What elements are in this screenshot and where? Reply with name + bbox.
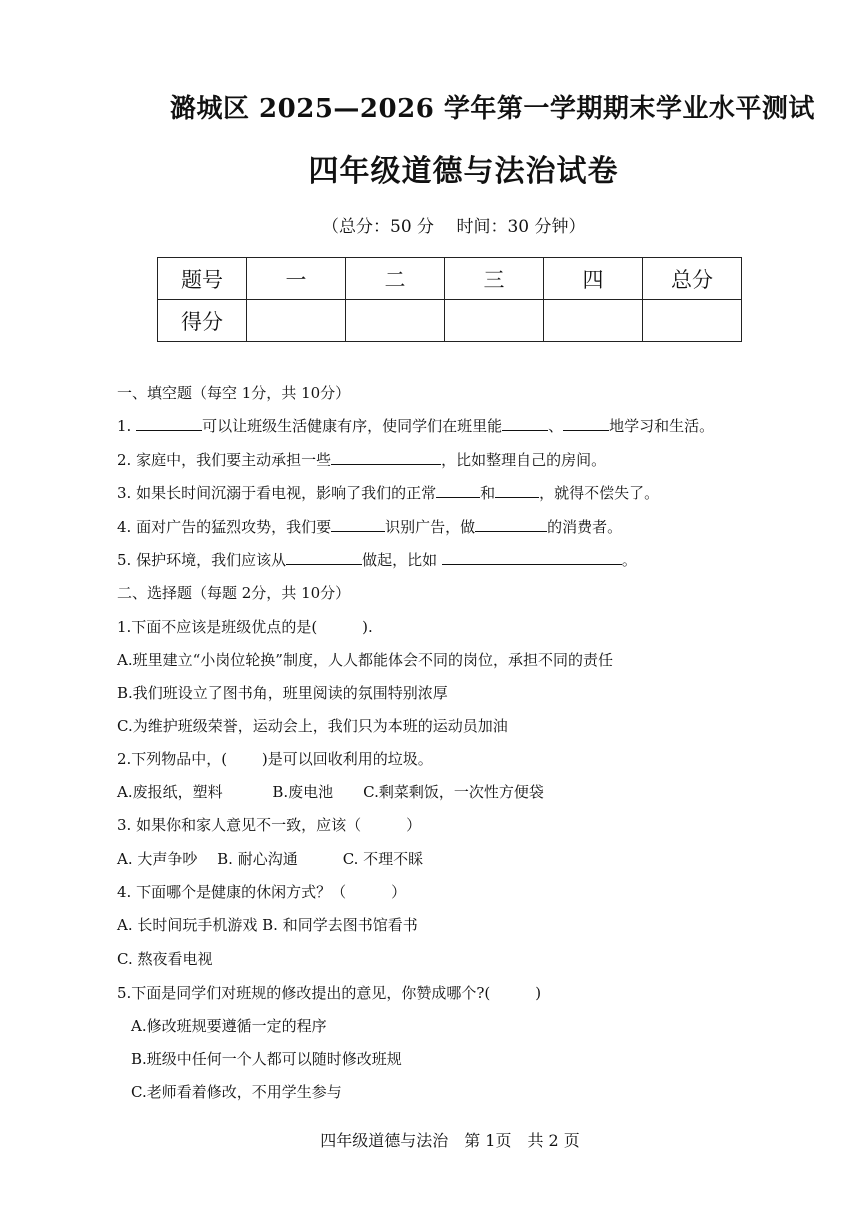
paper-title: 四年级道德与法治试卷 — [308, 154, 619, 189]
exam-info: （总分：50 分 时间：30 分钟） — [322, 217, 586, 237]
choice-question: 1.下面不应该是班级优点的是( ). — [117, 618, 373, 636]
page-footer: 四年级道德与法治 第 1页 共 2 页 — [320, 1131, 580, 1150]
choice-options: A.废报纸，塑料 B.废电池 C.剩菜剩饭，一次性方便袋 — [117, 783, 544, 801]
question-number: 1. — [117, 417, 132, 435]
question-text: 的消费者。 — [547, 518, 623, 536]
question-text: 和 — [480, 484, 496, 502]
choice-question: 4. 下面哪个是健康的休闲方式？（ ） — [117, 883, 407, 901]
choice-option: B.我们班设立了图书角，班里阅读的氛围特别浓厚 — [117, 684, 448, 702]
answer-blank[interactable] — [331, 450, 441, 465]
choice-option: C.老师看着修改，不用学生参与 — [131, 1083, 342, 1101]
score-table-header-row — [158, 258, 742, 300]
fill-question — [117, 482, 659, 503]
question-text: 5. 保护环境，我们应该从 — [117, 551, 287, 569]
section-heading: 二、选择题（每题 2分，共 10分） — [117, 584, 351, 602]
exam-title: 潞城区 2025—2026 学年第一学期期末学业水平测试 — [170, 94, 815, 124]
answer-blank[interactable] — [502, 416, 548, 431]
choice-option: C. 熬夜看电视 — [117, 950, 213, 968]
score-cell: 二 — [346, 258, 445, 300]
choice-options: A. 大声争吵 B. 耐心沟通 C. 不理不睬 — [117, 850, 424, 868]
score-cell: 三 — [445, 258, 544, 300]
score-cell: 题号 — [158, 258, 247, 300]
choice-option: B.班级中任何一个人都可以随时修改班规 — [131, 1050, 402, 1068]
answer-blank[interactable] — [442, 550, 622, 565]
section-heading: 一、填空题（每空 1分，共 10分） — [117, 384, 351, 402]
score-entry-cell[interactable] — [346, 300, 445, 342]
fill-question — [117, 449, 606, 470]
choice-question: 3. 如果你和家人意见不一致，应该（ ） — [117, 816, 422, 834]
fill-question — [117, 549, 637, 570]
score-cell: 四 — [544, 258, 643, 300]
answer-blank[interactable] — [495, 483, 539, 498]
score-entry-cell[interactable] — [544, 300, 643, 342]
question-text: ，就得不偿失了。 — [539, 484, 660, 502]
fill-question — [117, 516, 622, 537]
question-text: 识别广告，做 — [385, 518, 476, 536]
question-text: 3. 如果长时间沉溺于看电视，影响了我们的正常 — [117, 484, 437, 502]
question-text: 可以让班级生活健康有序，使同学们在班里能 — [202, 417, 503, 435]
question-text: 4. 面对广告的猛烈攻势，我们要 — [117, 518, 332, 536]
fill-question — [117, 415, 714, 436]
score-table — [157, 257, 742, 342]
choice-question: 5.下面是同学们对班规的修改提出的意见，你赞成哪个?( ) — [117, 984, 542, 1002]
answer-blank[interactable] — [286, 550, 362, 565]
score-cell: 一 — [247, 258, 346, 300]
question-text: 2. 家庭中，我们要主动承担一些 — [117, 451, 332, 469]
choice-option: A.班里建立“小岗位轮换”制度，人人都能体会不同的岗位，承担不同的责任 — [117, 651, 613, 669]
score-entry-cell[interactable] — [643, 300, 742, 342]
question-text: 。 — [621, 551, 637, 569]
question-text: 做起，比如 — [362, 551, 438, 569]
answer-blank[interactable] — [331, 517, 385, 532]
question-text: ，比如整理自己的房间。 — [441, 451, 607, 469]
score-table-score-row — [158, 300, 742, 342]
question-text: 、 — [548, 417, 564, 435]
score-cell: 总分 — [643, 258, 742, 300]
answer-blank[interactable] — [136, 416, 202, 431]
question-text: 地学习和生活。 — [609, 417, 715, 435]
choice-option: C.为维护班级荣誉，运动会上，我们只为本班的运动员加油 — [117, 717, 508, 735]
choice-question: 2.下列物品中，( )是可以回收利用的垃圾。 — [117, 750, 433, 768]
answer-blank[interactable] — [436, 483, 480, 498]
answer-blank[interactable] — [475, 517, 547, 532]
choice-options: A. 长时间玩手机游戏 B. 和同学去图书馆看书 — [117, 916, 418, 934]
choice-option: A.修改班规要遵循一定的程序 — [131, 1017, 327, 1035]
score-entry-cell[interactable] — [247, 300, 346, 342]
answer-blank[interactable] — [563, 416, 609, 431]
score-entry-cell[interactable] — [445, 300, 544, 342]
score-row-label: 得分 — [158, 300, 247, 342]
